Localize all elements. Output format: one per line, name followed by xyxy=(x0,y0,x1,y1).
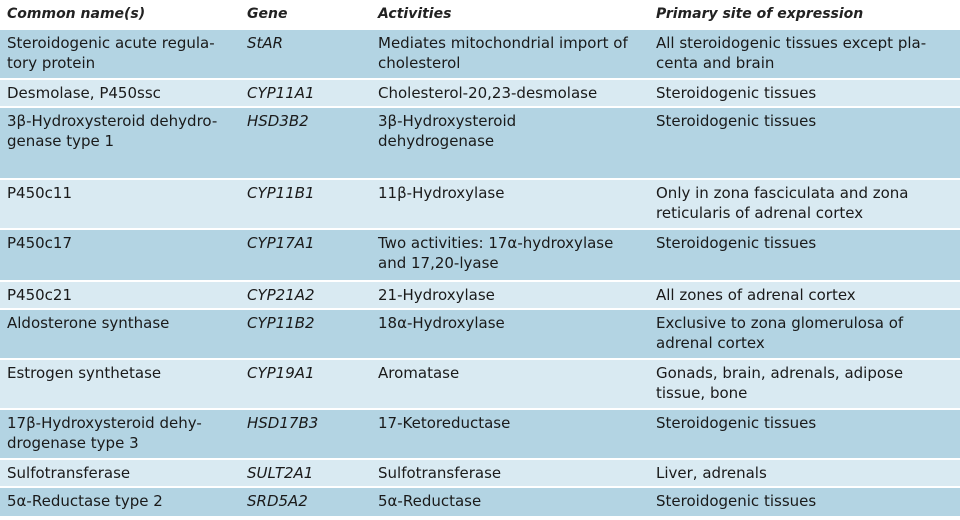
cell-site: Steroidogenic tissues xyxy=(656,492,817,510)
cell-gene: SULT2A1 xyxy=(247,464,314,482)
cell-gene: HSD3B2 xyxy=(247,112,309,130)
cell-site: Steroidogenic tissues xyxy=(656,234,817,252)
cell-common-name: Desmolase, P450ssc xyxy=(7,84,161,102)
cell-common-name: Steroidogenic acute regula- tory protein xyxy=(7,34,215,72)
cell-gene: SRD5A2 xyxy=(247,492,308,510)
cell-site: Only in zona fasciculata and zona reticularis of adrenal cortex xyxy=(656,184,909,222)
cell-gene: CYP19A1 xyxy=(247,364,315,382)
table-row xyxy=(0,410,960,460)
cell-gene: CYP17A1 xyxy=(247,234,315,252)
table-row xyxy=(0,80,960,108)
cell-common-name: P450c17 xyxy=(7,234,73,252)
cell-activity: Aromatase xyxy=(378,364,460,382)
cell-activity: Mediates mitochondrial import of cholesterol xyxy=(378,34,628,72)
cell-common-name: 17β-Hydroxysteroid dehy- drogenase type 3 xyxy=(7,414,202,452)
cell-common-name: Sulfotransferase xyxy=(7,464,131,482)
table-row xyxy=(0,488,960,518)
table-row xyxy=(0,310,960,360)
cell-site: Steroidogenic tissues xyxy=(656,112,817,130)
cell-activity: 5α-Reductase xyxy=(378,492,482,510)
cell-site: All zones of adrenal cortex xyxy=(656,286,856,304)
cell-activity: 18α-Hydroxylase xyxy=(378,314,505,332)
cell-gene: CYP11A1 xyxy=(247,84,315,102)
table-row xyxy=(0,30,960,80)
cell-site: All steroidogenic tissues except pla- centa and brain xyxy=(656,34,927,72)
table-row xyxy=(0,460,960,488)
cell-site: Steroidogenic tissues xyxy=(656,84,817,102)
cell-gene: CYP21A2 xyxy=(247,286,315,304)
cell-gene: HSD17B3 xyxy=(247,414,319,432)
table-row xyxy=(0,230,960,282)
cell-activity: Two activities: 17α-hydroxylase and 17,20-lyase xyxy=(378,234,614,272)
table-row xyxy=(0,108,960,180)
cell-common-name: Estrogen synthetase xyxy=(7,364,162,382)
cell-activity: 21-Hydroxylase xyxy=(378,286,495,304)
cell-common-name: P450c21 xyxy=(7,286,73,304)
cell-gene: CYP11B1 xyxy=(247,184,315,202)
cell-common-name: 5α-Reductase type 2 xyxy=(7,492,163,510)
cell-gene: CYP11B2 xyxy=(247,314,315,332)
cell-site: Gonads, brain, adrenals, adipose tissue, bone xyxy=(656,364,904,402)
table-row xyxy=(0,360,960,410)
header-gene: Gene xyxy=(247,6,288,22)
cell-activity: Cholesterol-20,23-desmolase xyxy=(378,84,598,102)
cell-gene: StAR xyxy=(247,34,284,52)
cell-site: Liver, adrenals xyxy=(656,464,767,482)
cell-site: Steroidogenic tissues xyxy=(656,414,817,432)
cell-common-name: P450c11 xyxy=(7,184,73,202)
cell-activity: Sulfotransferase xyxy=(378,464,502,482)
cell-activity: 3β-Hydroxysteroid dehydrogenase xyxy=(378,112,517,150)
table-row xyxy=(0,282,960,310)
cell-activity: 17-Ketoreductase xyxy=(378,414,511,432)
header-common-name: Common name(s) xyxy=(7,6,146,22)
cell-common-name: Aldosterone synthase xyxy=(7,314,170,332)
header-primary-site: Primary site of expression xyxy=(656,6,864,22)
cell-activity: 11β-Hydroxylase xyxy=(378,184,505,202)
cell-common-name: 3β-Hydroxysteroid dehydro- genase type 1 xyxy=(7,112,218,150)
cell-site: Exclusive to zona glomerulosa of adrenal cortex xyxy=(656,314,904,352)
table-row xyxy=(0,180,960,230)
header-activities: Activities xyxy=(378,6,452,22)
table-header-row xyxy=(0,0,960,30)
